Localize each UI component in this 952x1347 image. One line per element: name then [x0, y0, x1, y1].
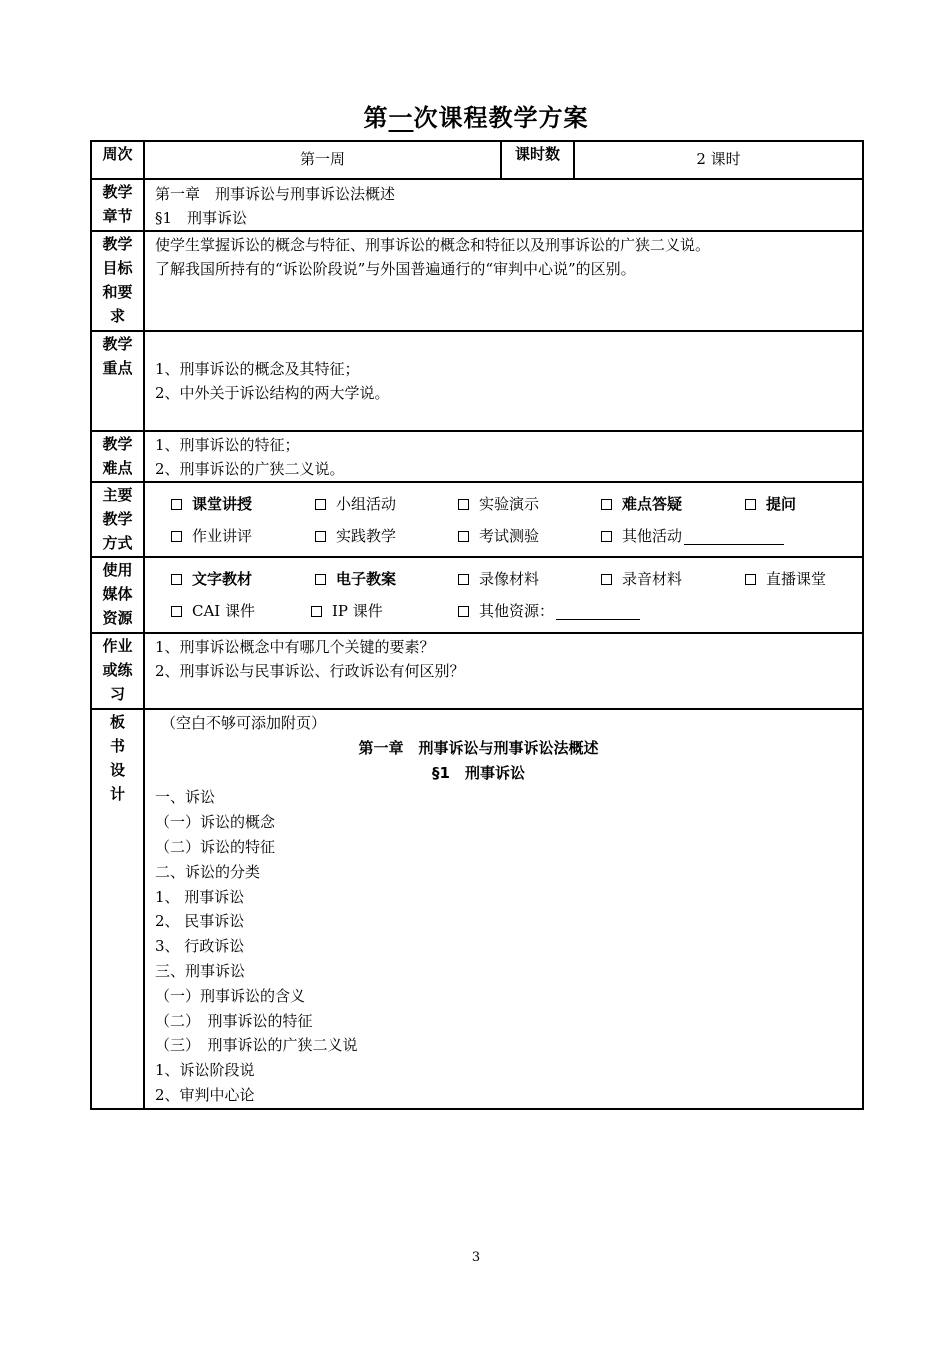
goals-row — [91, 231, 863, 331]
goal-line: 了解我国所持有的“诉讼阶段说”与外国普遍通行的“审判中心说”的区别。 — [155, 260, 636, 278]
media-option-live[interactable]: 直播课堂 — [745, 567, 826, 591]
week-row — [91, 141, 863, 179]
board-line: 3、 行政诉讼 — [155, 937, 245, 956]
board-line: 1、 刑事诉讼 — [155, 887, 245, 906]
method-option-qa[interactable]: 难点答疑 — [601, 492, 745, 516]
difficulty-line: 2、刑事诉讼的广狭二义说。 — [155, 460, 345, 478]
checkbox-icon — [171, 574, 182, 585]
board-row — [91, 709, 863, 1109]
week-value: 第一周 — [144, 141, 501, 179]
checkbox-icon — [315, 499, 326, 510]
board-line: 2、 民事诉讼 — [155, 912, 245, 931]
difficulty-label: 教学 难点 — [91, 431, 144, 482]
homework-label: 作业 或练 习 — [91, 633, 144, 709]
method-option-question[interactable]: 提问 — [745, 492, 796, 516]
methods-row — [91, 482, 863, 557]
method-option-homework-review[interactable]: 作业讲评 — [171, 524, 315, 548]
checkbox-icon — [601, 499, 612, 510]
hours-label: 课时数 — [501, 141, 574, 179]
board-line: 1、诉讼阶段说 — [155, 1061, 255, 1080]
media-option-audio[interactable]: 录音材料 — [601, 567, 745, 591]
checkbox-icon — [745, 499, 756, 510]
method-option-group[interactable]: 小组活动 — [315, 492, 458, 516]
method-option-practice[interactable]: 实践教学 — [315, 524, 458, 548]
method-option-exam[interactable]: 考试测验 — [458, 524, 601, 548]
board-line: （二） 刑事诉讼的特征 — [155, 1011, 313, 1030]
focus-line: 2、中外关于诉讼结构的两大学说。 — [155, 384, 390, 402]
board-heading-chapter: 第一章 刑事诉讼与刑事诉讼法概述 — [358, 738, 599, 757]
goal-line: 使学生掌握诉讼的概念与特征、刑事诉讼的概念和特征以及刑事诉讼的广狭二义说。 — [155, 236, 711, 254]
other-resource-blank[interactable] — [556, 603, 640, 620]
page-title: 第一次课程教学方案 — [363, 104, 589, 132]
checkbox-icon — [315, 531, 326, 542]
media-label: 使用 媒体 资源 — [91, 557, 144, 633]
chapter-row — [91, 179, 863, 231]
media-option-e-lesson[interactable]: 电子教案 — [315, 567, 458, 591]
method-option-other[interactable]: 其他活动 — [601, 524, 784, 548]
media-option-other[interactable]: 其他资源： — [458, 599, 640, 623]
section-title: §1 刑事诉讼 — [155, 209, 248, 227]
checkbox-icon — [745, 574, 756, 585]
methods-label: 主要 教学 方式 — [91, 482, 144, 557]
homework-line: 2、刑事诉讼与民事诉讼、行政诉讼有何区别？ — [155, 662, 465, 680]
checkbox-icon — [171, 531, 182, 542]
media-option-ip[interactable]: IP 课件 — [311, 599, 458, 623]
method-option-lecture[interactable]: 课堂讲授 — [171, 492, 315, 516]
focus-line: 1、刑事诉讼的概念及其特征； — [155, 360, 360, 378]
checkbox-icon — [458, 499, 469, 510]
other-activity-blank[interactable] — [684, 528, 784, 545]
focus-label: 教学 重点 — [91, 331, 144, 431]
media-option-video[interactable]: 录像材料 — [458, 567, 601, 591]
checkbox-icon — [601, 531, 612, 542]
checkbox-icon — [171, 499, 182, 510]
checkbox-icon — [458, 531, 469, 542]
checkbox-icon — [311, 606, 322, 617]
board-line: （一）刑事诉讼的含义 — [155, 986, 306, 1005]
checkbox-icon — [458, 574, 469, 585]
media-row — [91, 557, 863, 633]
checkbox-icon — [458, 606, 469, 617]
page-number: 3 — [471, 1250, 481, 1265]
board-label: 板 书 设 计 — [91, 709, 144, 1109]
board-line: 2、审判中心论 — [155, 1085, 255, 1104]
lesson-plan-table — [90, 140, 864, 1110]
checkbox-icon — [171, 606, 182, 617]
board-heading-section: §1 刑事诉讼 — [432, 763, 525, 782]
board-line: （一）诉讼的概念 — [155, 813, 276, 832]
media-option-cai[interactable]: CAI 课件 — [171, 599, 311, 623]
difficulty-row — [91, 431, 863, 482]
board-note: （空白不够可添加附页） — [161, 714, 327, 732]
hours-value: 2 课时 — [574, 141, 863, 179]
board-line: （二）诉讼的特征 — [155, 837, 276, 856]
checkbox-icon — [601, 574, 612, 585]
board-line: （三） 刑事诉讼的广狭二义说 — [155, 1036, 358, 1055]
checkbox-icon — [315, 574, 326, 585]
chapter-title: 第一章 刑事诉讼与刑事诉讼法概述 — [155, 185, 396, 203]
difficulty-line: 1、刑事诉讼的特征； — [155, 436, 300, 454]
homework-line: 1、刑事诉讼概念中有哪几个关键的要素？ — [155, 638, 435, 656]
goals-label: 教学 目标 和要 求 — [91, 231, 144, 331]
focus-row — [91, 331, 863, 431]
homework-row — [91, 633, 863, 709]
week-label: 周次 — [91, 141, 144, 179]
board-line: 三、刑事诉讼 — [155, 961, 246, 980]
media-option-textbook[interactable]: 文字教材 — [171, 567, 315, 591]
method-option-demo[interactable]: 实验演示 — [458, 492, 601, 516]
board-line: 二、诉讼的分类 — [155, 862, 261, 881]
board-line: 一、诉讼 — [155, 788, 216, 807]
chapter-label: 教学 章节 — [91, 179, 144, 231]
